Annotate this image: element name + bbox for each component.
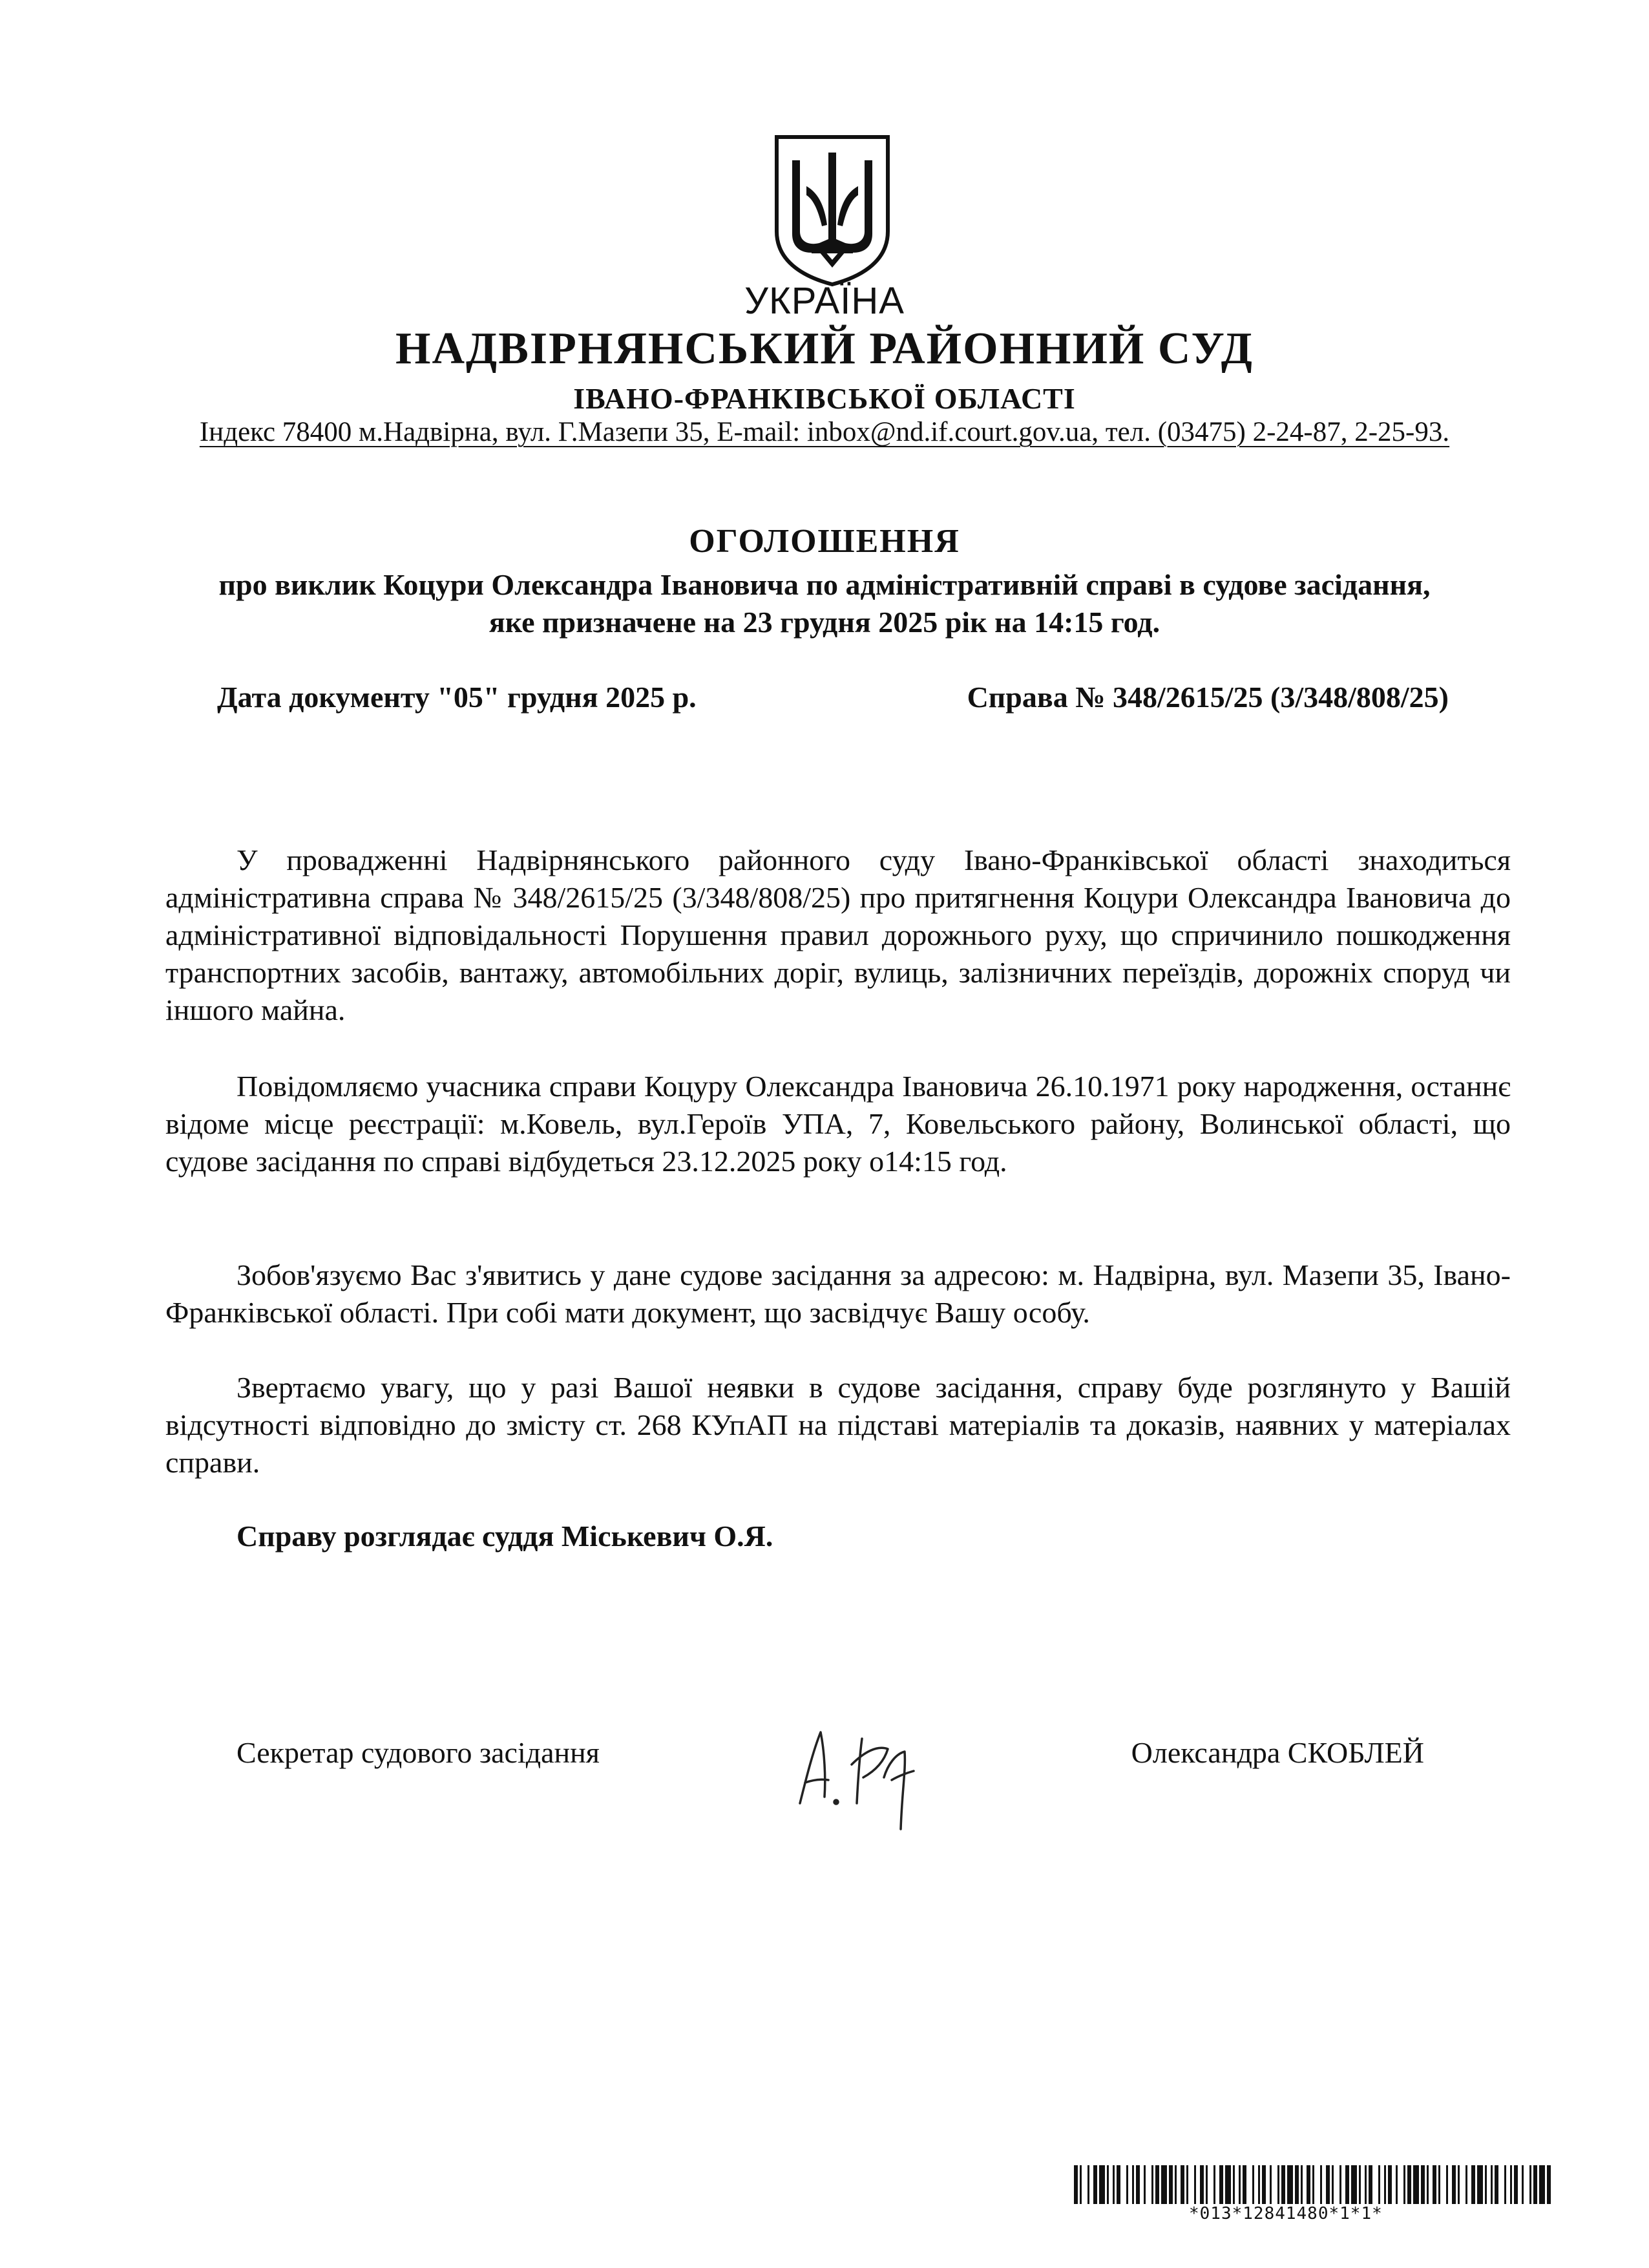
body-paragraph: Звертаємо увагу, що у разі Вашої неявки в судове засідання, справу буде розглянуто у Вашій відсутності відповідно до змісту ст. 268 КУпАП на підставі матеріалів та доказів, наявних у матеріалах справи.: [165, 1371, 1511, 1479]
tryzub-coat-of-arms-icon: [773, 134, 892, 287]
court-name: НАДВІРНЯНСЬКИЙ РАЙОННИЙ СУД: [395, 324, 1254, 374]
court-region: ІВАНО-ФРАНКІВСЬКОЇ ОБЛАСТІ: [573, 382, 1076, 415]
document-date: Дата документу "05" грудня 2025 р.: [217, 681, 697, 714]
body-paragraph: У провадженні Надвірнянського районного суду Івано-Франківської області знаходиться адміністративна справа № 348/2615/25 (3/348/808/25) про притягнення Коцури Олександра Івановича до адміністративної відповідальності Порушення правил дорожнього руху, що спричинило пошкодження транспортних засобів, вантажу, автомобільних доріг, вулиць, залізничних переїздів, дорожніх споруд чи іншого майна.: [165, 843, 1511, 1026]
body-paragraph: Повідомляємо учасника справи Коцуру Олександра Івановича 26.10.1971 року народження, останнє відоме місце реєстрації: м.Ковель, вул.Героїв УПА, 7, Ковельського району, Волинської області, що судове засідання по справі відбудеться 23.12.2025 року о14:15 год.: [165, 1070, 1511, 1178]
announcement-subtitle: про виклик Коцури Олександра Івановича по адміністративній справі в судове засідання, яке призначене на 23 грудня 2025 рік на 14:15 год.: [218, 568, 1431, 639]
secretary-label: Секретар судового засідання: [236, 1736, 600, 1769]
court-address: Індекс 78400 м.Надвірна, вул. Г.Мазепи 35, E-mail: inbox@nd.if.court.gov.ua, тел. (03475) 2-24-87, 2-25-93.: [199, 417, 1450, 447]
barcode-text: *013*12841480*1*1*: [1189, 2204, 1383, 2223]
case-number: Справа № 348/2615/25 (3/348/808/25): [967, 681, 1449, 714]
body-paragraph: Зобов'язуємо Вас з'явитись у дане судове засідання за адресою: м. Надвірна, вул. Мазепи 35, Івано-Франківської області. При собі мати документ, що засвідчує Вашу особу.: [165, 1258, 1511, 1329]
announcement-title: ОГОЛОШЕННЯ: [689, 523, 960, 560]
handwritten-signature-icon: [787, 1706, 936, 1836]
country-name: УКРАЇНА: [744, 280, 905, 322]
secretary-name: Олександра СКОБЛЕЙ: [1131, 1736, 1424, 1769]
barcode-icon: [1074, 2165, 1552, 2204]
judge-line: Справу розглядає суддя Міськевич О.Я.: [236, 1520, 773, 1553]
